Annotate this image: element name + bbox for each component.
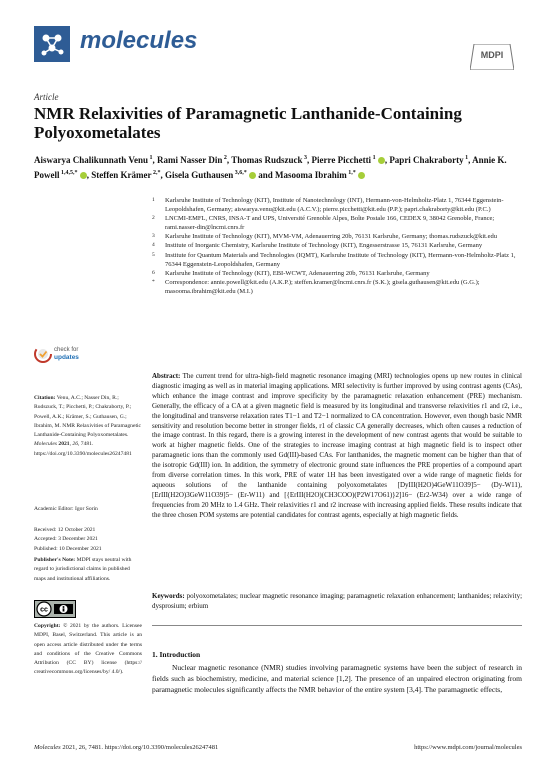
section-divider (152, 625, 522, 626)
author-affiliation-marker: 1 (463, 155, 469, 161)
affiliation-item (152, 214, 522, 232)
affiliation-number: * (152, 278, 155, 285)
author-name[interactable]: Annie K. Powell (34, 155, 507, 180)
abstract-label: Abstract: (152, 372, 181, 380)
cc-logo-text: cc (40, 606, 48, 614)
author-name[interactable]: Thomas Rudszuck (231, 155, 303, 165)
author-name[interactable]: Steffen Krämer (91, 169, 152, 180)
author-name[interactable]: Papri Chakraborty (389, 155, 464, 165)
check-updates-icon (34, 345, 52, 363)
orcid-icon[interactable] (80, 172, 87, 179)
affiliation-item (152, 269, 522, 278)
author-affiliation-marker: 1 (148, 155, 153, 161)
article-type: Article (34, 92, 59, 102)
affiliation-item (152, 278, 522, 296)
affiliation-text: Karlsruhe Institute of Technology (KIT), EBI-WCWT, Adenauerring 20b, 76131 Karlsruhe, Germany (165, 269, 430, 277)
citation-block: Citation: Venu, A.C.; Nasser Din, R.; Rudszuck, T.; Picchetti, P.; Chakraborty, P.; Powell, A.K.; Krämer, S.; Guthausen, G.; Ibrahim, M. NMR Relaxivities of Paramagnetic Lanthanide-Containing Polyoxometalates. Molecules 2021, 26, 7481. https://doi.org/10.3390/molecules26247481 (34, 395, 142, 457)
publisher-note (34, 556, 142, 584)
publisher-name: MDPI (480, 50, 504, 60)
introduction-text: Nuclear magnetic resonance (NMR) studies involving paramagnetic systems have been the subject of research in fields such as biochemistry, medicine, and material science [1,2]. The presence of an unpaired electron originating from paramagnetic molecules significantly affects the NMR behavior of the entire system [3,4]. The paramagnetic effects, (152, 663, 522, 694)
keywords-text: polyoxometalates; nuclear magnetic resonance imaging; paramagnetic relaxation enhancement; lanthanides; relaxivity; dysprosium; erbium (152, 592, 523, 610)
check-for-updates-button[interactable] (34, 345, 94, 367)
academic-editor (34, 506, 142, 512)
footer-citation-text[interactable]: 2021, 26, 7481. https://doi.org/10.3390/molecules26247481 (62, 744, 219, 751)
author-list: Aiswarya Chalikunnath Venu $^1$, Rami Nasser Din $^2$, Thomas Rudszuck $^3$, Pierre Picchetti $^1$ , Papri Chakraborty $^1$, Annie K. Powell $^{1,4,5,*}$ , Steffen Krämer $^{2,*}$, Gisela Guthausen $^{3,6,*}$ and Masooma Ibrahim $^{1,*}$ (34, 155, 507, 180)
orcid-icon[interactable] (358, 172, 365, 179)
affiliation-number: 6 (152, 269, 155, 276)
publisher-note-text: MDPI stays neutral with regard to jurisdictional claims in published maps and institutional affiliations. (34, 557, 132, 582)
editor-label: Academic Editor: (34, 506, 74, 512)
article-dates (34, 526, 142, 554)
author-affiliation-marker: 1,4,5,* (59, 169, 78, 176)
citation-doi-link[interactable]: 7481. https://doi.org/10.3390/molecules26247481 (34, 441, 132, 457)
citation-year: 2021 (58, 441, 70, 448)
affiliation-item (152, 196, 522, 214)
affiliation-item (152, 241, 522, 250)
check-updates-line2: updates (54, 354, 79, 361)
footer-journal-url[interactable]: https://www.mdpi.com/journal/molecules (414, 744, 522, 751)
footer-journal: Molecules (34, 744, 61, 751)
author-affiliation-marker: 3 (302, 155, 308, 161)
publisher-note-label: Publisher's Note: (34, 557, 76, 563)
received-date: Received: 12 October 2021 (34, 527, 96, 533)
check-updates-line1: check for (54, 347, 79, 353)
author-affiliation-marker: 3,6,* (233, 169, 247, 176)
article-title: NMR Relaxivities of Paramagnetic Lanthanide-Containing Polyoxometalates (34, 104, 462, 142)
orcid-icon[interactable] (249, 172, 256, 179)
affiliation-text: Karlsruhe Institute of Technology (KIT), Institute of Nanotechnology (INT), Hermann-von-Helmholtz-Platz 1, 76344 Eggenstein-Leopoldshafen, Germany; aiswarya.venu@kit.edu (A.C.V.); pierre.picchetti@kit.edu (P.P.); papri.chakraborty@kit.edu (P.C.) (165, 197, 504, 214)
affiliation-text: Correspondence: annie.powell@kit.edu (A.K.P.); steffen.kramer@lncmi.cnrs.fr (S.K.); gisela.guthausen@kit.edu (G.G.); masooma.ibrahim@kit.edu (M.I.) (165, 278, 480, 295)
cc-by-license-icon[interactable] (34, 600, 76, 618)
orcid-icon[interactable] (378, 157, 385, 164)
editor-name: Igor Sorin (75, 506, 98, 512)
abstract (152, 372, 522, 521)
affiliation-number: 1 (152, 197, 155, 203)
check-updates-label (54, 347, 79, 362)
affiliation-text: LNCMI-EMFL, CNRS, INSA-T and UPS, Université Grenoble Alpes, Boîte Postale 166, CEDEX 9, 38042 Grenoble, France; rami.nasser-din@lncmi.cnrs.fr (165, 215, 495, 232)
accepted-date: Accepted: 3 December 2021 (34, 536, 98, 543)
affiliation-number: 4 (152, 242, 155, 249)
author-affiliation-marker: 2 (222, 155, 227, 161)
affiliation-number: 3 (152, 233, 155, 240)
affiliation-number: 5 (152, 251, 155, 258)
publisher-logo (470, 44, 514, 70)
citation-journal: Molecules (34, 441, 57, 448)
author-affiliation-marker: 1 (371, 155, 376, 161)
affiliation-text: Institute of Inorganic Chemistry, Karlsruhe Institute of Technology (KIT), Engesserstrasse 15, 76131 Karlsruhe, Germany (165, 242, 483, 250)
author-name[interactable]: Pierre Picchetti (311, 155, 372, 165)
copyright-notice (34, 622, 142, 678)
footer-citation (34, 744, 218, 751)
author-name[interactable]: Aiswarya Chalikunnath Venu (34, 155, 149, 165)
author-name[interactable]: Rami Nasser Din (157, 155, 223, 165)
keywords (152, 592, 522, 612)
keywords-label: Keywords: (152, 592, 185, 600)
journal-logo-icon (34, 26, 70, 62)
affiliation-text: Karlsruhe Institute of Technology (KIT), MVM-VM, Adenauerring 20b, 76131 Karlsruhe, Germany; thomas.rudszuck@kit.edu (165, 233, 497, 241)
author-affiliation-marker: 2,* (151, 169, 161, 176)
citation-text: Venu, A.C.; Nasser Din, R.; Rudszuck, T.; Picchetti, P.; Chakraborty, P.; Powell, A.K.; Krämer, S.; Guthausen, G.; Ibrahim, M. NMR Relaxivities of Paramagnetic Lanthanide-Containing Polyoxometalates. (34, 395, 142, 439)
citation-label: Citation: (34, 395, 56, 401)
citation-volume: 26 (72, 441, 78, 448)
copyright-text: © 2021 by the authors. Licensee MDPI, Basel, Switzerland. This article is an open access article distributed under the terms and conditions of the Creative Commons Attribution (CC BY) license (https:// creativecommons.org/licenses/by/ 4.0/). (34, 623, 142, 676)
copyright-label: Copyright: (34, 623, 61, 629)
affiliation-number: 2 (152, 215, 155, 222)
affiliations (152, 196, 522, 296)
published-date: Published: 10 December 2021 (34, 545, 102, 552)
author-name[interactable]: Masooma Ibrahim (275, 169, 347, 180)
author-affiliation-marker: 1,* (346, 169, 356, 176)
author-name[interactable]: Gisela Guthausen (164, 169, 234, 180)
abstract-text: The current trend for ultra-high-field magnetic resonance imaging (MRI) technologies opens up new routes in clinical diagnostic imaging as well as in material imaging applications. MRI selectivity is further improved by using contrast agents (CAs), which enhance the image contrast and improve specificity by the paramagnetic relaxation enhancement (PRE) mechanism. Generally, the efficacy of a CA at a given magnetic field is measured by its longitudinal and transverse relaxivities r1 and r2, i.e., the longitudinal and transverse relaxation rates T1−1 and T2−1 normalized to CA concentration. However, even though basic NMR sensitivity and resolution become better in stronger fields, r1 of classic CA generally decreases, which often causes a reduction of the image contrast. In this regard, there is a growing interest in the development of new contrast agents that would be suitable to work at higher magnetic fields. One of the strategies to increase imaging contrast at high magnetic field is to inspect other paramagnetic ions than the commonly used Gd(III)-based CAs. For lanthanides, the magnetic moment can be higher than that of the isotropic Gd(III) ion. In addition, the symmetry of electronic ground state influences the PRE properties of a compound apart from diverse correlation times. In this work, PRE of water 1H has been investigated over a wide range of magnetic fields for aqueous solutions of the lanthanide containing polyoxometalates [DyIII(H2O)4GeW11O39]5− (Dy-W11), [ErIII(H2O)3GeW11O39]5− (Er-W11) and [{ErIII(H2O)(CH3COO)(P2W17O61)}2]16− (Er2-W34) over a wide range of frequencies from 20 MHz to 1.4 GHz. Their relaxivities r1 and r2 increase with increasing applied fields. These results indicate that the three chosen POM systems are potential candidates for contrast agents, especially at high magnetic fields. (152, 372, 522, 519)
affiliation-item (152, 232, 522, 241)
introduction-heading: 1. Introduction (152, 650, 201, 659)
affiliation-item (152, 251, 522, 269)
journal-name: molecules (80, 27, 198, 54)
affiliation-text: Institute for Quantum Materials and Technologies (IQMT), Karlsruhe Institute of Technology (KIT), Hermann-von-Helmholtz-Platz 1, 76344 Eggenstein-Leopoldshafen, Germany (165, 251, 516, 268)
authors-and: and (258, 169, 273, 180)
